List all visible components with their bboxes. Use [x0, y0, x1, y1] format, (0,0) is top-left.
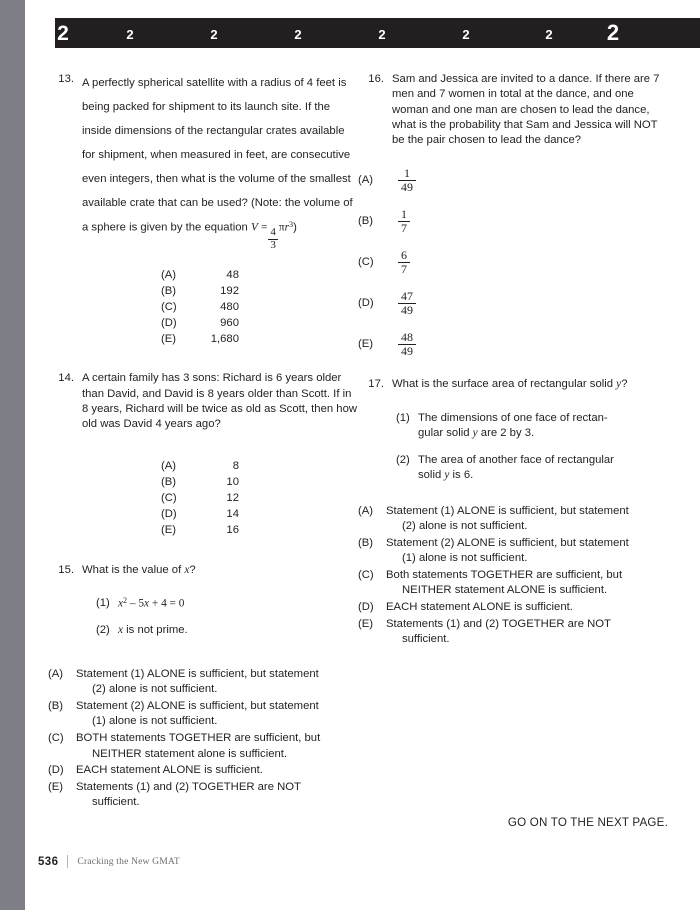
- statement-item: (1) The dimensions of one face of rectan- gular solid y are 2 by 3.: [396, 411, 608, 439]
- section-number-mark-4: 2: [378, 27, 386, 42]
- choice-item[interactable]: (E) 48 49: [358, 324, 668, 365]
- page-number: 536: [38, 855, 59, 868]
- choice-item[interactable]: (D) 14: [161, 508, 239, 521]
- section-number-mark-6: 2: [545, 27, 553, 42]
- choice-item[interactable]: (C) 6 7: [358, 242, 668, 283]
- statement-variable: x: [118, 624, 124, 637]
- choice-item[interactable]: (A) 8: [161, 460, 239, 473]
- question-16-choices: [358, 160, 668, 365]
- ds-answer-item[interactable]: (E) Statements (1) and (2) TOGETHER are NOT sufficient.: [358, 617, 611, 646]
- choice-item[interactable]: (A) 1 49: [358, 160, 668, 201]
- question-14-number: 14.: [58, 372, 74, 385]
- right-column: [358, 72, 668, 649]
- question-15-number: 15.: [58, 563, 74, 576]
- section-number-mark-2: 2: [210, 27, 218, 42]
- question-17-stem: What is the surface area of rectangular solid y?: [392, 378, 628, 391]
- question-13-choices: [161, 267, 358, 347]
- question-13-formula-radius: r: [284, 221, 289, 234]
- ds-answer-item[interactable]: (C) Both statements TOGETHER are sufficient, but NEITHER statement ALONE is sufficient.: [358, 568, 623, 597]
- question-17-variable: y: [616, 378, 622, 391]
- choice-item[interactable]: (B) 192: [161, 285, 239, 298]
- question-13-formula-pi: π: [278, 221, 285, 234]
- ds-answer-item[interactable]: (D) EACH statement ALONE is sufficient.: [48, 764, 263, 777]
- statement-item: (2) x is not prime.: [96, 624, 188, 637]
- question-16-number: 16.: [368, 73, 384, 85]
- section-number-large-left: 2: [57, 22, 69, 45]
- question-15: [48, 563, 358, 639]
- question-14-choices: [161, 458, 358, 538]
- ds-answer-item[interactable]: (E) Statements (1) and (2) TOGETHER are NOT sufficient.: [48, 780, 301, 809]
- section-header-bar: [55, 18, 700, 48]
- ds-answer-item[interactable]: (A) Statement (1) ALONE is sufficient, but statement (2) alone is not sufficient.: [358, 504, 629, 533]
- question-13-formula-close: ): [293, 221, 297, 234]
- choice-item[interactable]: (C) 12: [161, 492, 239, 505]
- choice-fraction: 48 49: [398, 331, 416, 358]
- choice-fraction: 47 49: [398, 290, 416, 317]
- ds-answer-item[interactable]: (C) BOTH statements TOGETHER are sufficient, but NEITHER statement alone is sufficient.: [48, 731, 321, 760]
- section-number-mark-5: 2: [462, 27, 470, 42]
- statement-equation: $x^2 - 5x + 4 = 0$: [118, 595, 185, 610]
- left-ds-answer-list: [48, 667, 358, 811]
- left-column: [48, 72, 358, 812]
- choice-item[interactable]: (E) 1,680: [161, 333, 239, 346]
- choice-item[interactable]: (D) 47 49: [358, 283, 668, 324]
- question-17: [358, 377, 668, 483]
- ds-answer-item[interactable]: (A) Statement (1) ALONE is sufficient, but statement (2) alone is not sufficient.: [48, 667, 319, 696]
- ds-answer-item[interactable]: (B) Statement (2) ALONE is sufficient, but statement (1) alone is not sufficient.: [48, 699, 319, 728]
- book-title: Cracking the New GMAT: [77, 856, 180, 867]
- question-13-stem: A perfectly spherical satellite with a radius of 4 feet is being packed for shipment to its launch site. If the inside dimensions of the rectangular crates available for shipment, when measured in feet, are consecutive even integers, then what is the volume of the smallest available crate that can be used? (Note: the volume of a sphere is given by the equation V = $\frac{4}{3}$ $\pi r^3$): [82, 77, 353, 251]
- question-14-stem: A certain family has 3 sons: Richard is 6 years older than David, and David is 8 years older than Scott. If in 8 years, Richard will be twice as old as Scott, then how old was David 4 years ago?: [82, 372, 358, 431]
- choice-fraction: 6 7: [398, 249, 410, 276]
- question-15-stem: What is the value of x?: [82, 563, 196, 576]
- statement-item: (1) $x^2 - 5x + 4 = 0$: [96, 596, 358, 612]
- choice-fraction: 1 7: [398, 208, 410, 235]
- question-16: [358, 72, 668, 365]
- question-13-formula-variable: V: [250, 221, 258, 234]
- right-ds-answer-list: [358, 504, 668, 648]
- question-13-number: 13.: [58, 73, 74, 85]
- ds-answer-item[interactable]: (B) Statement (2) ALONE is sufficient, but statement (1) alone is not sufficient.: [358, 536, 629, 565]
- next-page-notice: GO ON TO THE NEXT PAGE.: [507, 816, 668, 829]
- question-13: [48, 72, 358, 347]
- question-14: [48, 371, 358, 538]
- footer-divider: [67, 855, 68, 868]
- page-footer: [38, 855, 180, 868]
- choice-item[interactable]: (C) 480: [161, 301, 239, 314]
- choice-item[interactable]: (B) 10: [161, 476, 239, 489]
- section-number-mark-3: 2: [294, 27, 302, 42]
- question-17-statements: [396, 411, 668, 484]
- choice-fraction: 1 49: [398, 167, 416, 194]
- question-15-variable: x: [184, 563, 190, 576]
- choice-item[interactable]: (E) 16: [161, 524, 239, 537]
- section-number-large-right: 2: [606, 20, 620, 45]
- choice-item[interactable]: (D) 960: [161, 317, 239, 330]
- statement-item: (2) The area of another face of rectangular solid y is 6.: [396, 454, 614, 482]
- question-13-formula-exponent: 3: [289, 219, 294, 229]
- question-15-statements: [96, 596, 358, 639]
- question-16-stem: Sam and Jessica are invited to a dance. If there are 7 men and 7 women in total at the dance, and one woman and one man are chosen to lead the dance, what is the probability that Sam and Jessica will NOT be the pair chosen to lead the dance?: [392, 73, 660, 146]
- question-17-number: 17.: [368, 378, 384, 391]
- ds-answer-item[interactable]: (D) EACH statement ALONE is sufficient.: [358, 600, 573, 613]
- question-13-formula-fraction: $\frac{4}{3}$: [270, 226, 276, 251]
- question-13-formula-equals: =: [261, 221, 268, 234]
- choice-item[interactable]: (A) 48: [161, 269, 239, 282]
- section-number-mark-1: 2: [126, 27, 134, 42]
- choice-item[interactable]: (B) 1 7: [358, 201, 668, 242]
- page-spine-decoration: [0, 0, 25, 910]
